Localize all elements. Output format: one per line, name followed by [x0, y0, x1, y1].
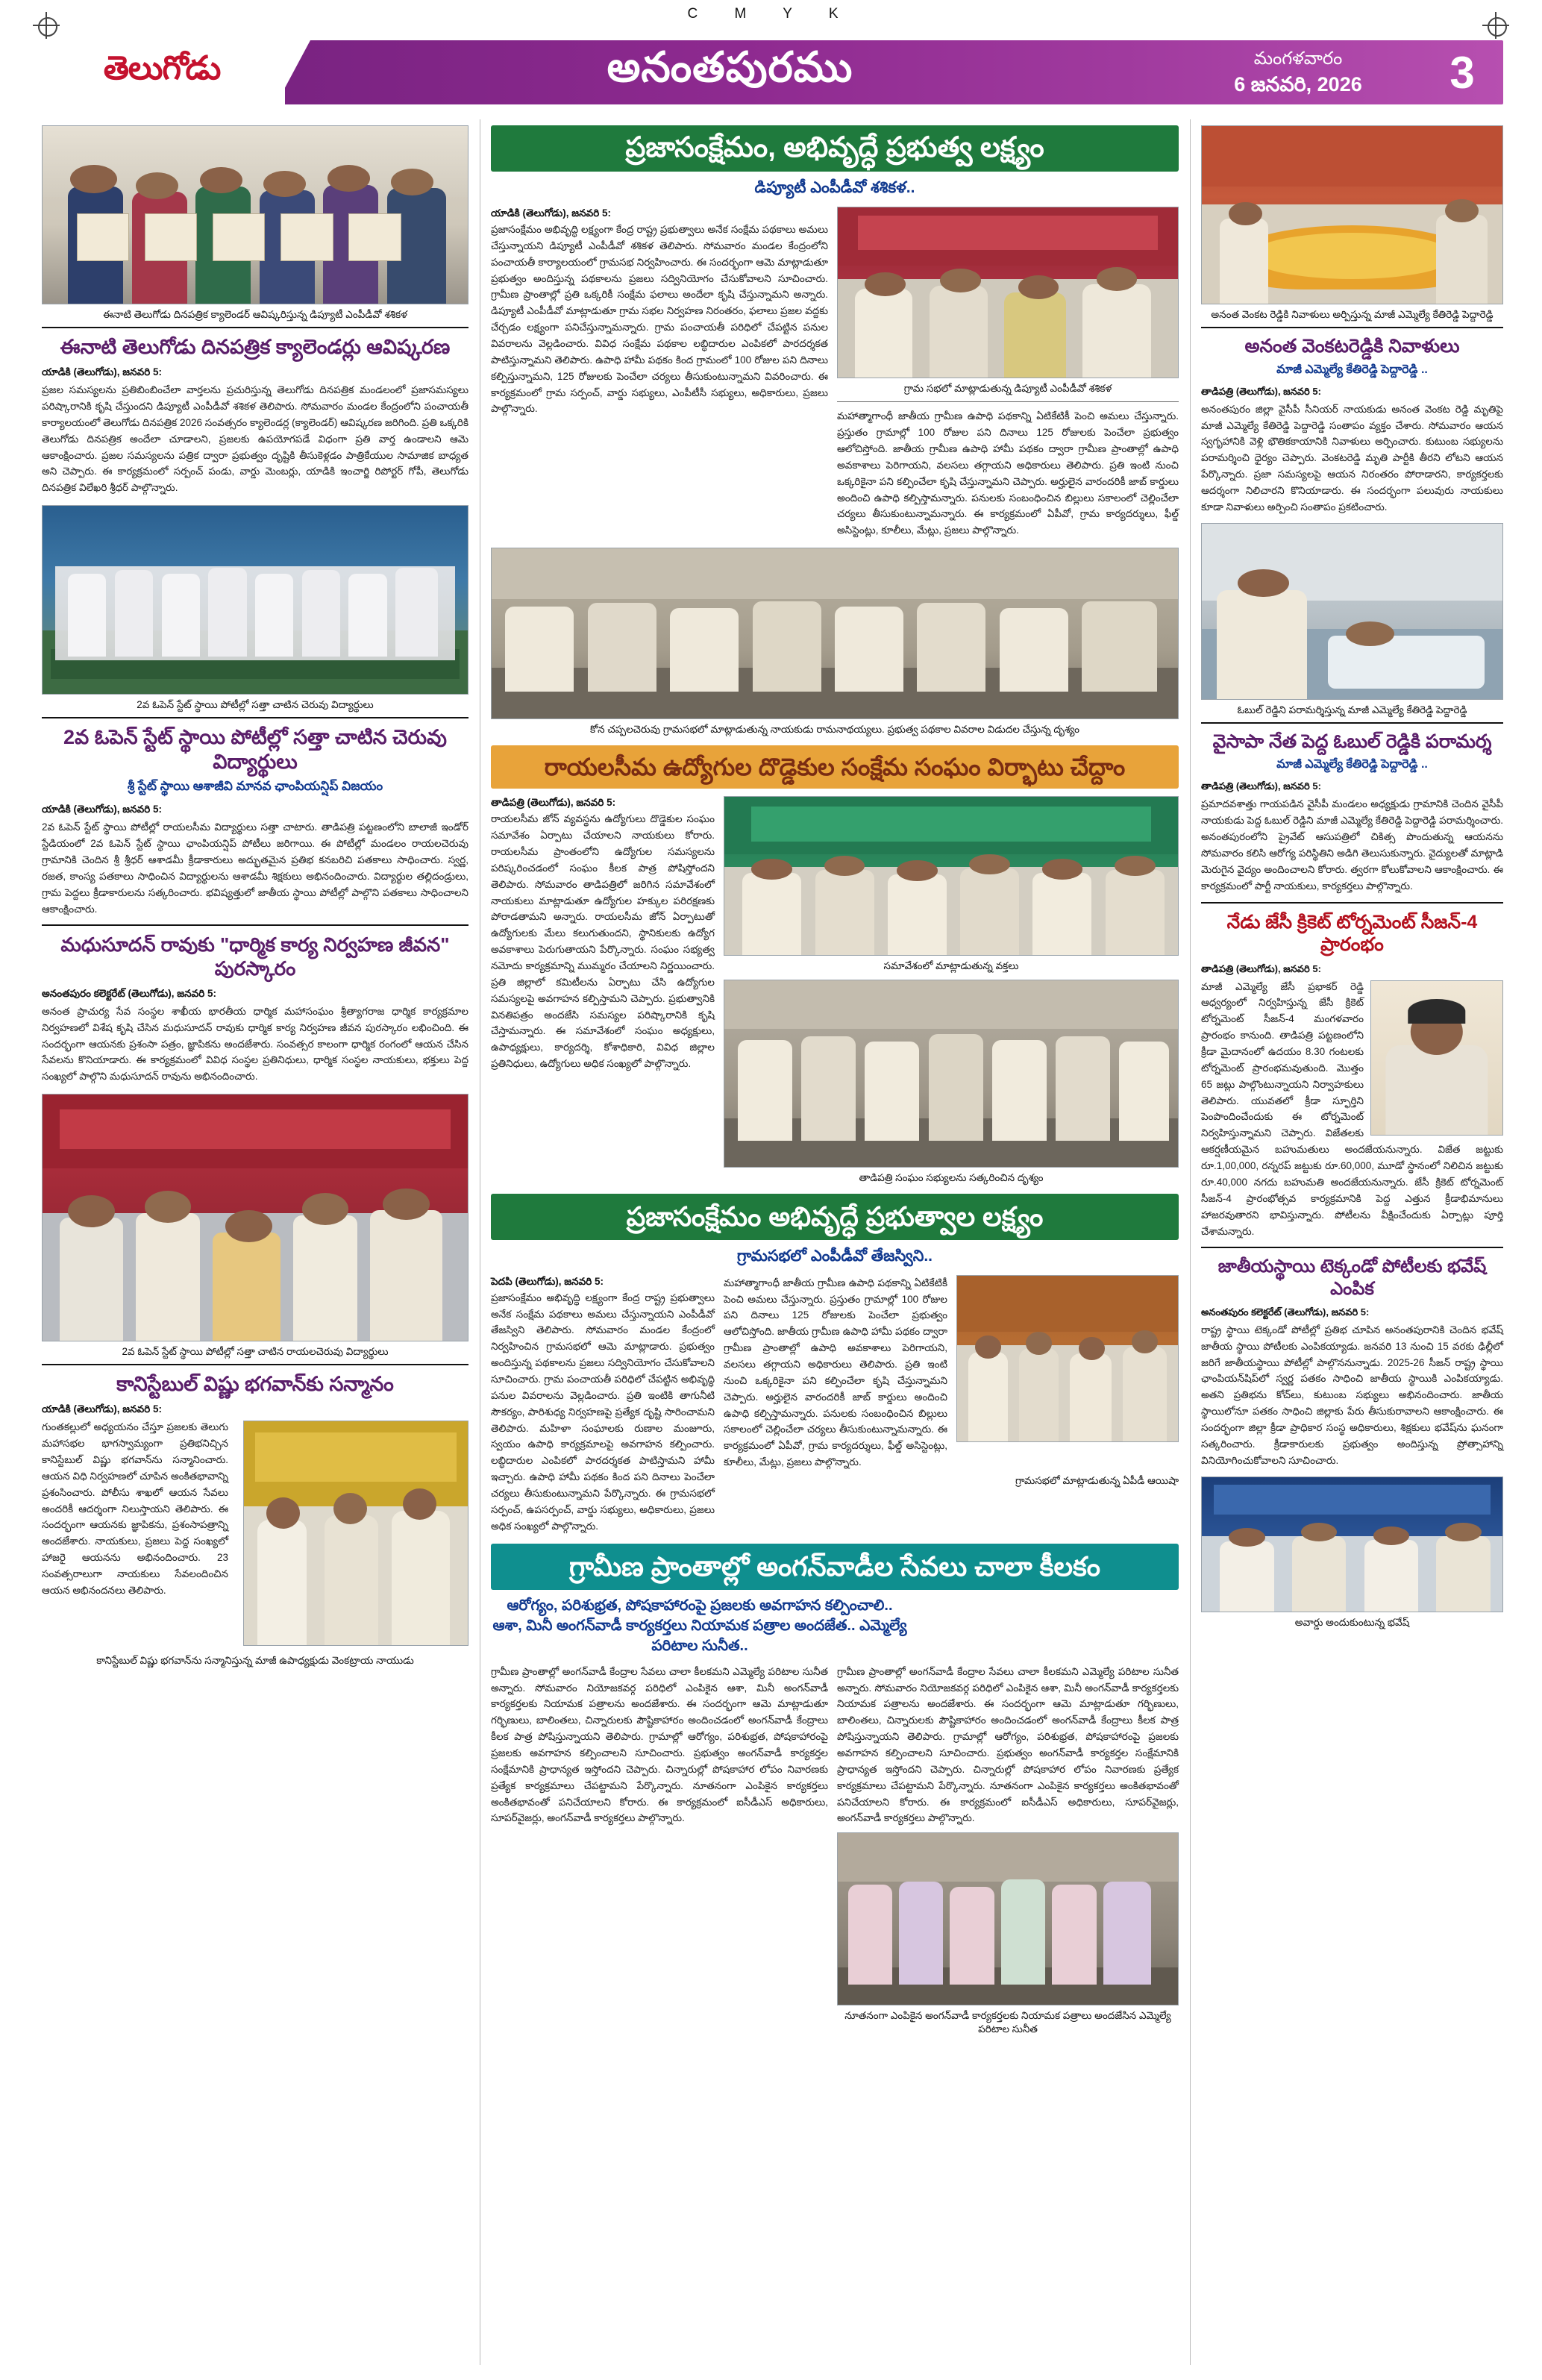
column-divider-2: [1190, 119, 1191, 2365]
photo-tribute-garland: [1201, 125, 1503, 304]
masthead-date: [1175, 47, 1421, 98]
banner-headline-employees-union: రాయలసీమ ఉద్యోగుల దొడ్డెకుల సంక్షేమ సంఘం విర్భాటు చేద్దాం: [491, 745, 1179, 789]
story-body-2: మహాత్మాగాంధీ జాతీయ గ్రామీణ ఉపాధి పథకాన్ని ఏటికేటికీ పెంచి అమలు చేస్తున్నారు. ప్రస్తుతం గ్రామాల్లో 100 రోజుల పని దినాలు 125 రోజులకు పెంచేలా ప్రభుత్వం ఆలోచిస్తోంది. జాతీయ గ్రామీణ ఉపాధి హామీ పథకం ద్వారా గ్రామీణ ప్రాంతాల్లో ఉపాధి అవకాశాలు పెరిగాయని, వలసలు తగ్గాయని అధికారులు తెలిపారు. ప్రతి ఇంటి నుంచి ఒక్కరికైనా పని కల్పించేలా కృషి చేస్తున్నామని చెప్పారు. అర్హులైన వారందరికీ జాబ్ కార్డులు అందించి ఉపాధి కల్పిస్తామన్నారు. పనులకు సంబంధించిన బిల్లులు సకాలంలో చెల్లించేలా చర్యలు తీసుకుంటున్నామన్నారు. ఈ కార్యక్రమంలో ఏపీవో, గ్రామ కార్యదర్శులు, ఫీల్డ్ అసిస్టెంట్లు, కూలీలు, మేట్లు, ప్రజలు పాల్గొన్నారు.: [724, 1277, 947, 1468]
story-body-cont-2: గ్రామీణ ప్రాంతాల్లో అంగన్‌వాడీ కేంద్రాల సేవలు చాలా కీలకమని ఎమ్మెల్యే పరిటాల సునీత అన్నారు. సోమవారం నియోజకవర్గ పరిధిలో ఎంపికైన ఆశా, మినీ అంగన్‌వాడీ కార్యకర్తలకు నియామక పత్రాలను అందజేశారు. ఈ సందర్భంగా ఆమె మాట్లాడుతూ గర్భిణులు, బాలింతలు, చిన్నారులకు పౌష్టికాహారం అందించడంలో అంగన్‌వాడీ కేంద్రాలు కీలక పాత్ర పోషిస్తున్నాయని తెలిపారు. గ్రామాల్లో ఆరోగ్యం, పరిశుభ్రత, పోషకాహారంపై ప్రజలకు అవగాహన కల్పించాలని సూచించారు. ప్రభుత్వం అంగన్‌వాడీ కార్యకర్తల సంక్షేమానికి ప్రాధాన్యత ఇస్తోందని చెప్పారు. చిన్నారుల్లో పోషకాహార లోపం నివారణకు ప్రత్యేక కార్యక్రమాలు చేపట్టామని పేర్కొన్నారు. నూతనంగా ఎంపికైన కార్యకర్తలు అంకితభావంతో పనిచేయాలని కోరారు. ఈ కార్యక్రమంలో ఐసీడీఎస్ అధికారులు, సూపర్‌వైజర్లు, అంగన్‌వాడీ కార్యకర్తలు పాల్గొన్నారు.: [837, 1665, 1179, 1824]
headline-constable-honour: కానిస్టేబుల్ విష్ణు భగవాన్‌కు సన్మానం: [116, 1373, 394, 1396]
photo-jc-portrait: [1370, 980, 1503, 1136]
photo-caption: సమావేశంలో మాట్లాడుతున్న వక్తలు: [883, 960, 1019, 972]
subheadline: గ్రామసభలో ఎంపీడీవో తేజస్విని..: [736, 1247, 933, 1265]
photo-caption: ఓబుల్ రెడ్డిని పరామర్శిస్తున్న మాజీ ఎమ్మెల్యే కేతిరెడ్డి పెద్దారెడ్డి: [1237, 704, 1467, 715]
photo-union-meeting: [724, 796, 1179, 956]
photo-caption: కానిస్టేబుల్ విష్ణు భగవాన్‌ను సన్మానిస్తున్న మాజీ ఉపాధ్యక్షుడు వెంకట్రాయ నాయుడు: [96, 1655, 414, 1667]
story-body: రాష్ట్ర స్థాయి టెక్కండో పోటీల్లో ప్రతిభ చూపిన అనంతపురానికి చెందిన భవేష్ జాతీయ స్థాయి పోటీలకు ఎంపికయ్యాడు. జనవరి 13 నుంచి 15 వరకు ఢిల్లీలో జరిగే జాతీయస్థాయి పోటీల్లో పాల్గొననున్నాడు. 2025-26 సీజన్ రాష్ట్ర స్థాయి ఛాంపియన్‌షిప్‌లో స్వర్ణ పతకం సాధించి జాతీయ స్థాయికి ఎంపికయ్యాడు. అతని ప్రతిభను కోచ్‌లు, కుటుంబ సభ్యులు అభినందించారు. జాతీయ స్థాయిలోనూ పతకం సాధించి జిల్లాకు పేరు తీసుకురావాలని ఆకాంక్షించారు. ఈ సందర్భంగా జిల్లా క్రీడా ప్రాధికార సంస్థ అధికారులు, శిక్షకులు భవేష్‌ను ఘనంగా సత్కరించారు. క్రీడాకారులకు ప్రభుత్వం అందిస్తున్న ప్రోత్సాహాన్ని వినియోగించుకోవాలని సూచించారు.: [1201, 1324, 1503, 1466]
print-registration-marks: [0, 0, 1542, 39]
headline-tribute: అనంత వెంకటరెడ్డికి నివాళులు: [1244, 336, 1460, 357]
edition-title: అనంతపురము: [607, 43, 853, 90]
story-body: ప్రమాదవశాత్తు గాయపడిన వైసీపీ మండలం అధ్యక్షుడు గ్రామానికి చెందిన వైసీపీ నాయకుడు పెద్ద ఓబుల్ రెడ్డిని మాజీ ఎమ్మెల్యే కేతిరెడ్డి పెద్దారెడ్డి పరామర్శించారు. అనంతపురంలోని ప్రైవేట్ ఆసుపత్రిలో చికిత్స పొందుతున్న ఆయనను సోమవారం కలిసి ఆరోగ్య పరిస్థితిని అడిగి తెలుసుకున్నారు. వైద్యులతో మాట్లాడి మెరుగైన వైద్యం అందించాలని కోరారు. త్వరగా కోలుకోవాలని ఆకాంక్షించారు. ఈ కార్యక్రమంలో పార్టీ నాయకులు, కార్యకర్తలు పాల్గొన్నారు.: [1201, 798, 1503, 892]
subheadline: మాజీ ఎమ్మెల్యే కేతిరెడ్డి పెద్దారెడ్డి ..: [1276, 758, 1428, 771]
photo-caption: గ్రామ సభలో మాట్లాడుతున్న డిప్యూటీ ఎంపీడీవో శశికళ: [903, 383, 1112, 394]
photo-hospital-visit: [1201, 523, 1503, 700]
byline: తాడిపత్రి (తెలుగోడు), జనవరి 5:: [1201, 962, 1321, 974]
weekday: మంగళవారం: [1253, 48, 1343, 69]
story-body: మాజీ ఎమ్మెల్యే జేసీ ప్రభాకర్ రెడ్డి ఆధ్వర్యంలో నిర్వహిస్తున్న జేసీ క్రికెట్ టోర్నమెంట్ సీజన్-4 మంగళవారం ప్రారంభం కానుంది. తాడిపత్రి పట్టణంలోని క్రీడా మైదానంలో ఉదయం 8.30 గంటలకు టోర్నమెంట్ ప్రారంభమవుతుంది. మొత్తం 65 జట్లు పాల్గొంటున్నాయని నిర్వాహకులు తెలిపారు. యువతలో క్రీడా స్ఫూర్తిని పెంపొందించేందుకు ఈ టోర్నమెంట్ నిర్వహిస్తున్నామని చెప్పారు. విజేతలకు ఆకర్షణీయమైన బహుమతులు అందజేయనున్నారు. విజేత జట్టుకు రూ.1,00,000, రన్నరప్ జట్టుకు రూ.60,000, మూడో స్థానంలో నిలిచిన జట్టుకు రూ.40,000 నగదు బహుమతి అందజేయనున్నారు. జేసీ క్రికెట్ టోర్నమెంట్ సీజన్-4 ప్రారంభోత్సవ కార్యక్రమానికి పెద్ద ఎత్తున క్రీడాభిమానులు హాజరవుతారని భావిస్తున్నారు. పోటీలను వీక్షించేందుకు ఏర్పాట్లు పూర్తి చేశామన్నారు.: [1201, 980, 1503, 1237]
right-column: [1201, 125, 1503, 1629]
photo-caption: ఈనాటి తెలుగోడు దినపత్రిక క్యాలెండర్ ఆవిష్కరిస్తున్న డిప్యూటీ ఎంపీడీవో శశికళ: [103, 309, 407, 320]
story-body: గుంతకల్లులో అధ్యయనం చేస్తూ ప్రజలకు తెలుగు మహాసభల భాగస్వామ్యంగా ప్రతిభనిచ్చిన కానిస్టేబుల్ విష్ణు భగవాన్‌ను సన్మానించారు. ఆయన విధి నిర్వహణలో చూపిన అంకితభావాన్ని ప్రశంసించారు. పోలీసు శాఖలో ఆయన సేవలు అందరికీ ఆదర్శంగా నిలుస్తాయని తెలిపారు. ఈ సందర్భంగా ఆయనకు జ్ఞాపికను, ప్రశంసాపత్రాన్ని అందజేశారు. నాయకులు, ప్రజలు పెద్ద సంఖ్యలో హాజరై ఆయనను అభినందించారు. 23 సంవత్సరాలుగా నాయకులు సేవలందించిన ఆయన అభినందనలు తెలిపారు.: [42, 1421, 228, 1596]
photo-felicitation-stage: [42, 1094, 468, 1341]
photo-gramasabha-deputy-mpdo: [837, 207, 1179, 378]
photo-union-felicitation: [724, 980, 1179, 1168]
byline: పెదపి (తెలుగోడు), జనవరి 5:: [491, 1275, 604, 1287]
byline: తాడిపత్రి (తెలుగోడు), జనవరి 5:: [1201, 780, 1321, 792]
byline: తాడిపత్రి (తెలుగోడు), జనవరి 5:: [491, 797, 616, 809]
story-body: అనంతపురం జిల్లా వైసీపీ సీనియర్ నాయకుడు అనంత వెంకట రెడ్డి మృతిపై మాజీ ఎమ్మెల్యే కేతిరెడ్డి పెద్దారెడ్డి సంతాపం వ్యక్తం చేశారు. సోమవారం ఆయన స్వగృహానికి వెళ్లి భౌతికకాయానికి నివాళులు అర్పించారు. కుటుంబ సభ్యులను పరామర్శించి ధైర్యం చెప్పారు. వెంకటరెడ్డి మృతి పార్టీకి తీరని లోటని ఆయన పేర్కొన్నారు. ప్రజా సమస్యలపై ఆయన నిరంతరం పోరాడారని, కార్యకర్తలకు ఆదర్శంగా నిలిచారని కొనియాడారు. ఈ సందర్భంగా పలువురు నాయకులు కూడా నివాళులు అర్పించి సంతాపం ప్రకటించారు.: [1201, 403, 1503, 513]
photo-award-ceremony: [1201, 1476, 1503, 1612]
byline: యాడికి (తెలుగోడు), జనవరి 5:: [42, 804, 162, 815]
photo-caption: గ్రామసభలో మాట్లాడుతున్న ఏపీడీ ఆయిషా: [1015, 1475, 1179, 1487]
story-body: ప్రజాసంక్షేమం అభివృద్ధి లక్ష్యంగా కేంద్ర రాష్ట్ర ప్రభుత్వాలు అనేక సంక్షేమ పథకాలు అమలు చేస్తున్నాయని ఎంపీడీవో తేజస్విని తెలిపారు. సోమవారం మండల కేంద్రంలో నిర్వహించిన గ్రామసభలో ఆమె మాట్లాడారు. ప్రభుత్వం అందిస్తున్న పథకాలను ప్రజలు సద్వినియోగం చేసుకోవాలని సూచించారు. గ్రామ పంచాయతీ పరిధిలో చేపట్టిన అభివృద్ధి పనుల వివరాలను వెల్లడించారు. ప్రతి ఇంటికి తాగునీటి సౌకర్యం, పారిశుధ్య నిర్వహణపై ప్రత్యేక దృష్టి సారించామని తెలిపారు. మహిళా సంఘాలకు రుణాల మంజూరు, స్వయం ఉపాధి కార్యక్రమాలపై అవగాహన కల్పించారు. లబ్ధిదారుల ఎంపికలో పారదర్శకత పాటిస్తామని హామీ ఇచ్చారు. ఉపాధి హామీ పథకం కింద పని దినాలు పెంచేలా చర్యలు తీసుకుంటున్నామని పేర్కొన్నారు. ఈ గ్రామసభలో సర్పంచ్, ఉపసర్పంచ్, వార్డు సభ్యులు, అధికారులు, ప్రజలు అధిక సంఖ్యలో పాల్గొన్నారు.: [491, 1291, 715, 1532]
story-body-cont: మహాత్మాగాంధీ జాతీయ గ్రామీణ ఉపాధి పథకాన్ని ఏటికేటికీ పెంచి అమలు చేస్తున్నారు. ప్రస్తుతం గ్రామాల్లో 100 రోజుల పని దినాలు 125 రోజులకు పెంచేలా ప్రభుత్వం ఆలోచిస్తోంది. జాతీయ గ్రామీణ ఉపాధి హామీ పథకం ద్వారా గ్రామీణ ప్రాంతాల్లో ఉపాధి అవకాశాలు పెరిగాయని, వలసలు తగ్గాయని అధికారులు తెలిపారు. ప్రతి ఇంటి నుంచి ఒక్కరికైనా పని కల్పించేలా కృషి చేస్తున్నామని చెప్పారు. అర్హులైన వారందరికీ జాబ్ కార్డులు అందించి ఉపాధి కల్పిస్తామన్నారు. పనులకు సంబంధించిన బిల్లులు సకాలంలో చెల్లించేలా చర్యలు తీసుకుంటున్నామన్నారు. ఈ కార్యక్రమంలో ఏపీవో, గ్రామ కార్యదర్శులు, ఫీల్డ్ అసిస్టెంట్లు, కూలీలు, మేట్లు, ప్రజలు పాల్గొన్నారు.: [837, 410, 1179, 536]
photo-gramasabha-apd: [956, 1275, 1179, 1442]
photo-caption: నూతనంగా ఎంపికైన అంగన్‌వాడీ కార్యకర్తలకు నియామక పత్రాలు అందజేసిన ఎమ్మెల్యే పరిటాల సునీత: [844, 2010, 1171, 2035]
photo-caption: అవార్డు అందుకుంటున్న భవేష్: [1294, 1616, 1410, 1628]
subheadline: డిప్యూటీ ఎంపీడీవో శశికళ..: [754, 179, 915, 196]
photo-caption: కోన చప్పలచెరువు గ్రామసభలో మాట్లాడుతున్న నాయకుడు రామనాథయ్యలు. ప్రభుత్వ పథకాల వివరాల విడుదల చేస్తున్న దృశ్యం: [590, 724, 1079, 736]
headline-taekwondo: జాతీయస్థాయి టెక్కండో పోటీలకు భవేష్ ఎంపిక: [1217, 1256, 1487, 1299]
page-number: 3: [1449, 47, 1475, 98]
photo-caption: 2వ ఓపెన్ స్టేట్ స్థాయి పోటీల్లో సత్తా చాటిన చెరువు విద్యార్థులు: [137, 699, 374, 711]
byline: యాడికి (తెలుగోడు), జనవరి 5:: [491, 207, 611, 219]
logo-slash-decoration: [276, 40, 310, 104]
subheadline: మాజీ ఎమ్మెల్యే కేతిరెడ్డి పెద్దారెడ్డి ..: [1276, 363, 1428, 376]
story-body: ప్రజల సమస్యలను ప్రతిబింబించేలా వార్తలను ప్రచురిస్తున్న తెలుగోడు దినపత్రిక మండలంలో ప్రజాసమస్యలు పరిష్కారానికి కృషి చేస్తుందని డిప్యూటీ ఎంపీడీవో శశికళ తెలిపారు. సోమవారం మండల కేంద్రంలోని పంచాయతీ కార్యాలయంలో తెలుగోడు దినపత్రిక 2026 సంవత్సరం క్యాలెండర్ల (క్యాలెండర్) ఆవిష్కరణ జరిగింది. ప్రతి ఒక్కరికి తెలుగోడు దినపత్రిక అందేలా చూడాలని, ప్రజలకు ఉపయోగపడే విధంగా ప్రతి వార్త ఉండాలని ఆమె ఆకాంక్షించారు. ప్రజల సమస్యలను పత్రిక ద్వారా ప్రభుత్వం దృష్టికి తీసుకెళ్లడం పాత్రికేయుల సామాజిక బాధ్యత అని చెప్పారు. ఈ కార్యక్రమంలో సర్పంచ్ పండు, వార్డు మెంబర్లు, యాడికి ఇంచార్జి రిపోర్టర్ గోపీ, తెలుగోడు దినపత్రిక విలేఖరి శ్రీధర్ పాల్గొన్నారు.: [42, 384, 468, 494]
masthead: [39, 40, 1503, 104]
byline: తాడిపత్రి (తెలుగోడు), జనవరి 5:: [1201, 385, 1321, 397]
byline: అనంతపురం కలెక్టరేట్ (తెలుగోడు), జనవరి 5:: [1201, 1306, 1370, 1318]
byline: యాడికి (తెలుగోడు), జనవరి 5:: [42, 366, 162, 378]
photo-students-group: [42, 505, 468, 695]
photo-caption: 2వ ఓపెన్ స్టేట్ స్థాయి పోటీల్లో సత్తా చాటిన రాయలచెరువు విద్యార్థులు: [122, 1346, 389, 1358]
logo-text: తెలుగోడు: [103, 49, 221, 87]
banner-headline-welfare: ప్రజాసంక్షేమం, అభివృద్ధే ప్రభుత్వ లక్ష్యం: [491, 125, 1179, 172]
center-column: [491, 125, 1179, 2037]
byline: యాడికి (తెలుగోడు), జనవరి 5:: [42, 1403, 162, 1415]
photo-anganwadi-appointments: [837, 1832, 1179, 2005]
story-body: రాయలసీమ జోన్ వ్యవస్థను ఉద్యోగులు దొడ్డెకుల సంఘం సమావేశం ఏర్పాటు చేయాలని నాయకులు కోరారు. రాయలసీమ ప్రాంతంలోని ఉద్యోగుల సమస్యలను పరిష్కరించడంలో సంఘం కీలక పాత్ర పోషిస్తోందని తెలిపారు. సోమవారం తాడిపత్రిలో జరిగిన సమావేశంలో నాయకులు మాట్లాడుతూ ఉద్యోగుల హక్కుల పరిరక్షణకు పోరాడతామని అన్నారు. రాయలసీమ జోన్ ఏర్పాటుతో ఉద్యోగులకు మేలు కలుగుతుందని, స్థానికులకు ఉద్యోగ అవకాశాలు పెరుగుతాయని పేర్కొన్నారు. సంఘం సభ్యత్వ నమోదు కార్యక్రమాన్ని ముమ్మరం చేయాలని నిర్ణయించారు. ప్రతి జిల్లాలో కమిటీలను ఏర్పాటు చేసి ఉద్యోగుల సమస్యలపై అవగాహన కల్పిస్తామని చెప్పారు. ప్రభుత్వానికి వినతిపత్రం అందజేసి సమస్యల పరిష్కారానికి కృషి చేస్తామన్నారు. ఈ సమావేశంలో సంఘం అధ్యక్షులు, ఉపాధ్యక్షులు, కార్యదర్శి, కోశాధికారి, వివిధ జిల్లాల ప్రతినిధులు, ఉద్యోగులు అధిక సంఖ్యలో పాల్గొన్నారు.: [491, 813, 715, 1070]
left-column: [42, 125, 468, 1668]
newspaper-logo: [39, 40, 285, 104]
headline-calendar-release: ఈనాటి తెలుగోడు దినపత్రిక క్యాలెండర్లు ఆవిష్కరణ: [60, 336, 451, 359]
date: 6 జనవరి, 2026: [1234, 72, 1362, 95]
headline-open-state-meet: 2వ ఓపెన్ స్టేట్ స్థాయి పోటీల్లో సత్తా చాటిన చెరువు విద్యార్థులు: [63, 726, 447, 774]
banner-headline-welfare-2: ప్రజాసంక్షేమం అభివృద్ధే ప్రభుత్వాల లక్ష్యం: [491, 1194, 1179, 1240]
subheadline-anganwadi: ఆరోగ్యం, పరిశుభ్రత, పోషకాహారంపై ప్రజలకు అవగాహన కల్పించాలి.. ఆశా, మినీ అంగన్‌వాడీ కార్యకర్తలు నియామక పత్రాల అందజేత.. ఎమ్మెల్యే పరిటాల సునీత..: [492, 1597, 907, 1654]
story-body: గ్రామీణ ప్రాంతాల్లో అంగన్‌వాడీ కేంద్రాల సేవలు చాలా కీలకమని ఎమ్మెల్యే పరిటాల సునీత అన్నారు. సోమవారం నియోజకవర్గ పరిధిలో ఎంపికైన ఆశా, మినీ అంగన్‌వాడీ కార్యకర్తలకు నియామక పత్రాలను అందజేశారు. ఈ సందర్భంగా ఆమె మాట్లాడుతూ గర్భిణులు, బాలింతలు, చిన్నారులకు పౌష్టికాహారం అందించడంలో అంగన్‌వాడీ కేంద్రాలు కీలక పాత్ర పోషిస్తున్నాయని తెలిపారు. గ్రామాల్లో ఆరోగ్యం, పరిశుభ్రత, పోషకాహారంపై ప్రజలకు అవగాహన కల్పించాలని సూచించారు. ప్రభుత్వం అంగన్‌వాడీ కార్యకర్తల సంక్షేమానికి ప్రాధాన్యత ఇస్తోందని చెప్పారు. చిన్నారుల్లో పోషకాహార లోపం నివారణకు ప్రత్యేక కార్యక్రమాలు చేపట్టామని పేర్కొన్నారు. నూతనంగా ఎంపికైన కార్యకర్తలు అంకితభావంతో పనిచేయాలని కోరారు. ఈ కార్యక్రమంలో ఐసీడీఎస్ అధికారులు, సూపర్‌వైజర్లు, అంగన్‌వాడీ కార్యకర్తలు పాల్గొన్నారు.: [491, 1665, 828, 1824]
story-body: ప్రజాసంక్షేమం అభివృద్ధి లక్ష్యంగా కేంద్ర రాష్ట్ర ప్రభుత్వాలు అనేక సంక్షేమ పథకాలు అమలు చేస్తున్నాయని డిప్యూటీ ఎంపీడీవో శశికళ తెలిపారు. సోమవారం మండల కేంద్రంలోని పంచాయతీ కార్యాలయంలో గ్రామసభ నిర్వహించారు. ఈ సందర్భంగా ఆమె మాట్లాడుతూ ప్రభుత్వం అందిస్తున్న పథకాలను ప్రజలు సద్వినియోగం చేసుకోవాలని సూచించారు. గ్రామీణ ప్రాంతాల్లో ప్రతి ఒక్కరికీ సంక్షేమ ఫలాలు అందేలా కృషి చేస్తున్నామని అన్నారు. డిప్యూటీ ఎంపీడీవో మాట్లాడుతూ గ్రామ సభల నిర్వహణ నిరంతరం, ఫలాలు ప్రజల వద్దకు చేర్చడం లక్ష్యంగా పనిచేస్తున్నామన్నారు. గ్రామ పంచాయతీ పరిధిలో చేపట్టిన పనుల వివరాలను వెల్లడించారు. వివిధ సంక్షేమ పథకాల లబ్ధిదారుల ఎంపికలో పారదర్శకత పాటిస్తున్నామని తెలిపారు. ఉపాధి హామీ పథకం కింద గ్రామంలో 100 రోజుల పని దినాలు కల్పిస్తున్నామని, 125 రోజులకు పెంచేలా చర్యలు తీసుకుంటున్నామని వివరించారు. ఈ కార్యక్రమంలో గ్రామ సర్పంచ్, వార్డు సభ్యులు, ఎంపీటీసీ సభ్యులు, అధికారులు, ప్రజలు పాల్గొన్నారు.: [491, 224, 828, 415]
banner-headline-anganwadi: గ్రామీణ ప్రాంతాల్లో అంగన్‌వాడీల సేవలు చాలా కీలకం: [491, 1544, 1179, 1590]
photo-constable-honour: [243, 1421, 468, 1646]
byline: అనంతపురం కలెక్టరేట్ (తెలుగోడు), జనవరి 5:: [42, 987, 217, 999]
headline-visit: వైసాపా నేత పెద్ద ఓబుల్ రెడ్డికి పరామర్శ: [1212, 730, 1492, 752]
cmyk-color-bar: C M Y K: [687, 6, 855, 22]
headline-award: మధుసూదన్ రావుకు "ధార్మిక కార్య నిర్వహణ జీవన" పురస్కారం: [60, 933, 450, 980]
photo-caption: అనంత వెంకట రెడ్డికి నివాళులు అర్పిస్తున్న మాజీ ఎమ్మెల్యే కేతిరెడ్డి పెద్దారెడ్డి: [1211, 309, 1494, 320]
subheadline: శ్రీ స్టేట్ స్థాయి ఆశాజీవి మానవ ఛాంపియన్షిప్ విజయం: [127, 779, 383, 794]
story-body: అనంత ప్రాచుర్య సేవ సంస్థల శాఖీయ భారతీయ ధార్మిక మహాసంఘం శ్రీత్యాగరాజ ధార్మిక కార్యక్రమాల నిర్వహణలో విశేష కృషి చేసిన మధుసూదన్ రావుకు ధార్మిక కార్య నిర్వహణ జీవన పురస్కారం లభించింది. ఈ సందర్భంగా ఆయనకు ప్రశంసా పత్రం, జ్ఞాపికను అందజేశారు. సంవత్సర కాలంగా ధార్మిక రంగంలో ఆయన చేసిన సేవలను కొనియాడారు. ఈ కార్యక్రమంలో వివిధ సంస్థల ప్రతినిధులు, ధార్మిక సంస్థల నాయకులు, భక్తులు పెద్ద సంఖ్యలో పాల్గొని మధుసూదన్ రావును అభినందించారు.: [42, 1005, 468, 1083]
photo-calendar-release: [42, 125, 468, 304]
story-body: 2వ ఓపెన్ స్టేట్ స్థాయి పోటీల్లో రాయలసీమ విద్యార్థులు సత్తా చాటారు. తాడిపత్రి పట్టణంలోని బాలాజీ ఇండోర్ స్టేడియంలో 2వ ఓపెన్ స్టేట్ స్థాయి ఛాంపియన్షిప్ పోటీలు జరిగాయి. ఈ పోటీల్లో మండలం రాయలచెరువు గ్రామానికి చెందిన శ్రీ శ్రీధర్ ఆశాడమీ క్రీడాకారులు అద్భుతమైన ప్రతిభ కనబరిచి పతకాలు సాధించారు. స్వర్ణ, రజత, కాంస్య పతకాలు సాధించిన విద్యార్థులను ఆశాడమీ శిక్షకులు అభినందించారు. విద్యార్థుల తల్లిదండ్రులు, గ్రామ పెద్దలు క్రీడాకారులను సత్కరించారు. భవిష్యత్తులో జాతీయ స్థాయి పోటీల్లో పాల్గొని పతకాలు సాధించాలని ఆకాంక్షించారు.: [42, 821, 468, 915]
photo-gramasabha-wide: [491, 548, 1179, 719]
headline-cricket-tournament: నేడు జేసీ క్రికెట్ టోర్నమెంట్ సీజన్-4 ప్రారంభం: [1226, 911, 1478, 956]
photo-caption: తాడిపత్రి సంఘం సభ్యులను సత్కరించిన దృశ్యం: [859, 1171, 1044, 1183]
